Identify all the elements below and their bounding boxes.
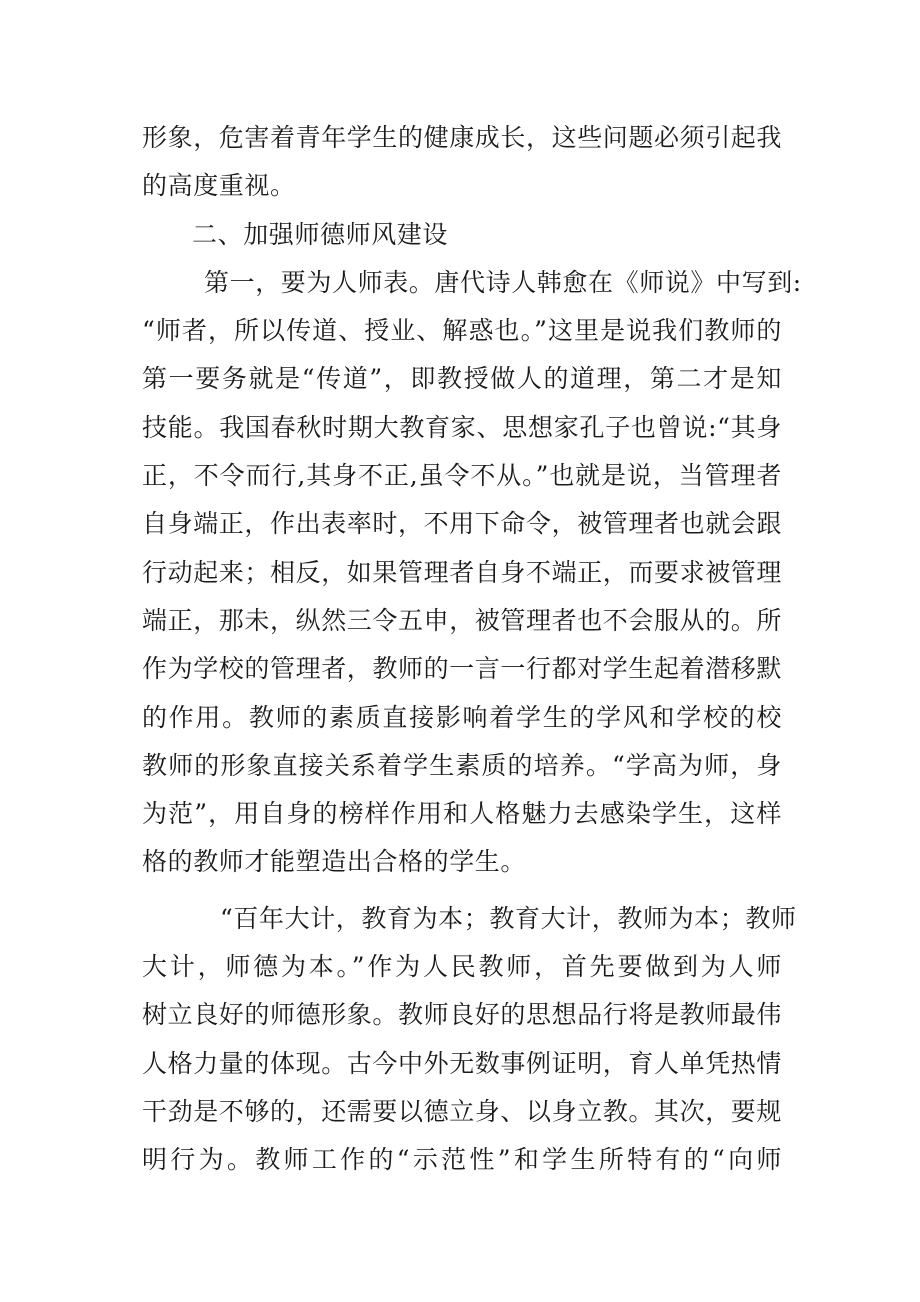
text-line: 第一，要为人师表。唐代诗人韩愈在《师说》中写到: (204, 267, 802, 297)
section-heading: 二、加强师德师风建设 (192, 219, 449, 249)
text-line: 格的教师才能塑造出合格的学生。 (142, 847, 527, 877)
text-line: 端正，那未，纵然三令五申，被管理者也不会服从的。所 (142, 605, 782, 635)
text-line: 树立良好的师德形象。教师良好的思想品行将是教师最伟 (142, 1000, 782, 1030)
text-line: 行动起来；相反，如果管理者自身不端正，而要求被管理 (142, 557, 782, 587)
text-line: 技能。我国春秋时期大教育家、思想家孔子也曾说:“其身 (142, 412, 782, 442)
text-line: 人格力量的体现。古今中外无数事例证明，育人单凭热情 (142, 1048, 782, 1078)
text-line: 为范”，用自身的榜样作用和人格魅力去感染学生，这样 (142, 799, 782, 829)
text-line: 干劲是不够的，还需要以德立身、以身立教。其次，要规 (142, 1096, 782, 1126)
text-line: 作为学校的管理者，教师的一言一行都对学生起着潜移默 (142, 654, 782, 684)
text-line: 明行为。教师工作的“示范性”和学生所特有的“向师 (142, 1145, 782, 1175)
text-line: 的高度重视。 (142, 171, 296, 201)
text-line: 的作用。教师的素质直接影响着学生的学风和学校的校 (142, 702, 782, 732)
text-line: “师者，所以传道、授业、解惑也。”这里是说我们教师的 (142, 316, 782, 346)
text-line: 教师的形象直接关系着学生素质的培养。“学高为师，身 (142, 750, 782, 780)
text-line: 形象，危害着青年学生的健康成长，这些问题必须引起我 (142, 123, 782, 152)
text-line: 自身端正，作出表率时，不用下命令，被管理者也就会跟 (142, 509, 782, 539)
text-line: 大计，师德为本。”作为人民教师，首先要做到为人师 (142, 952, 782, 982)
text-line: “百年大计，教育为本；教育大计，教师为本；教师 (220, 903, 797, 933)
body-text (142, 114, 802, 1185)
text-line: 正，不令而行,其身不正,虽令不从。”也就是说，当管理者 (142, 461, 782, 491)
text-line: 第一要务就是“传道”，即教授做人的道理，第二才是知 (142, 364, 782, 394)
paragraph-gap (142, 887, 782, 895)
